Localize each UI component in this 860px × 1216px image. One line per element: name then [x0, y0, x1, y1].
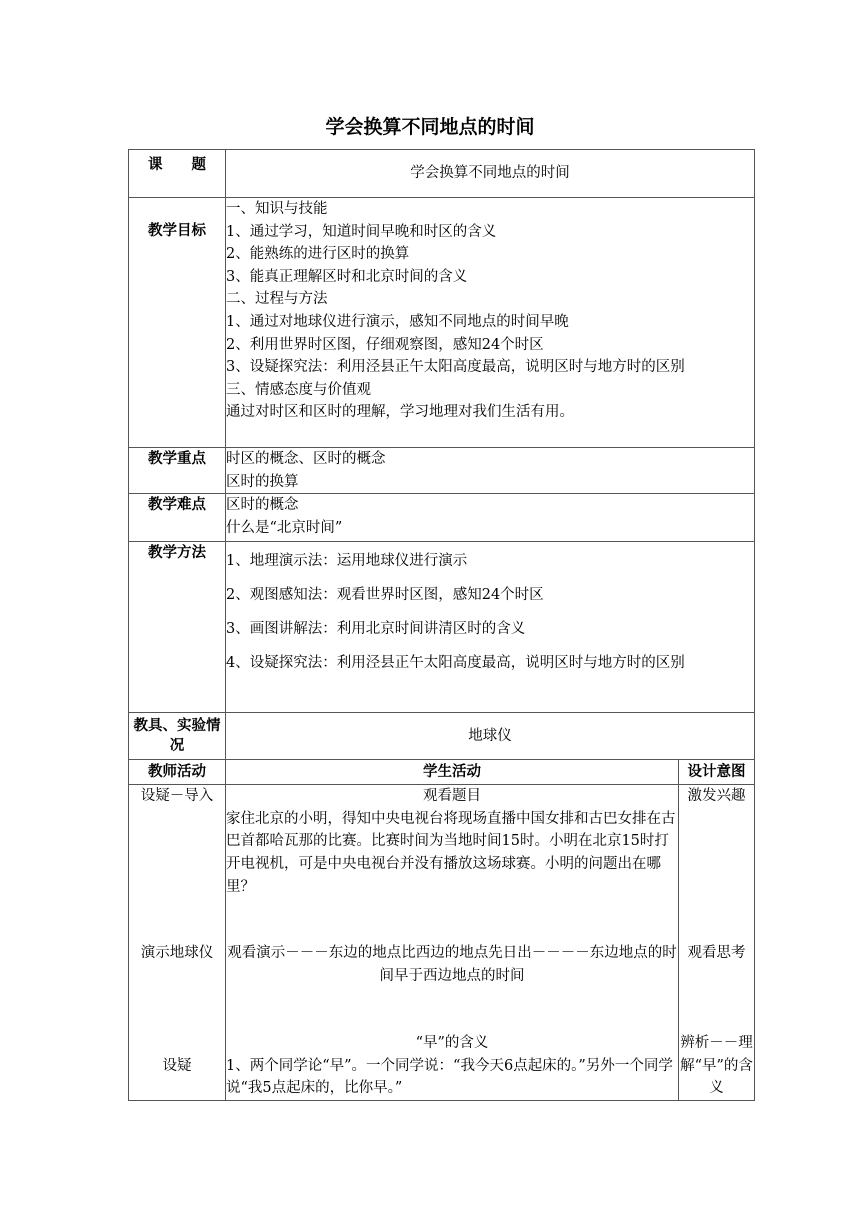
student-step-3-text: 1、两个同学论“早”。一个同学说：“我今天6点起床的。”另外一个同学说“我5点起床的，比你早。” — [226, 1057, 673, 1097]
goal-line: 2、能熟练的进行区时的换算 — [226, 246, 410, 263]
difficulty-line: 什么是“北京时间” — [226, 519, 343, 536]
key-point-line: 时区的概念、区时的概念 — [226, 451, 386, 467]
goal-line: 通过对时区和区时的理解，学习地理对我们生活有用。 — [226, 404, 574, 421]
row-key-points — [129, 448, 755, 494]
teacher-step-2: 演示地球仪 — [140, 945, 214, 962]
student-activities — [226, 785, 679, 1101]
teacher-activities — [129, 785, 226, 1101]
page-title: 学会换算不同地点的时间 — [325, 116, 535, 138]
row-activities — [129, 785, 755, 1101]
row-goals — [129, 198, 755, 448]
teacher-step-3: 设疑 — [162, 1058, 192, 1075]
difficulty-line: 区时的概念 — [226, 497, 299, 514]
key-point-line: 区时的换算 — [226, 473, 299, 490]
intent-1: 激发兴趣 — [687, 788, 746, 805]
teacher-step-1: 设疑－导入 — [140, 788, 214, 805]
student-step-3-title: “早”的含义 — [415, 1035, 489, 1052]
goal-line: 一、知识与技能 — [226, 201, 328, 217]
goal-line: 1、通过学习，知道时间早晚和时区的含义 — [226, 223, 497, 240]
goal-line: 三、情感态度与价值观 — [226, 381, 371, 398]
lesson-plan-table — [128, 149, 755, 1101]
row-topic — [129, 150, 755, 198]
goal-line: 3、能真正理解区时和北京时间的含义 — [226, 268, 468, 285]
intent-3: 辨析－－理解“早”的含义 — [680, 1035, 753, 1097]
method-line: 2、观图感知法：观看世界时区图，感知24个时区 — [226, 587, 544, 604]
value-methods — [226, 542, 755, 713]
value-topic: 学会换算不同地点的时间 — [226, 150, 755, 198]
label-difficulties: 教学难点 — [129, 494, 226, 542]
method-line: 3、画图讲解法：利用北京时间讲清区时的含义 — [226, 621, 526, 638]
label-topic: 课 题 — [129, 150, 226, 198]
row-methods — [129, 542, 755, 713]
label-methods: 教学方法 — [129, 542, 226, 713]
label-tools: 教具、实验情况 — [129, 713, 226, 760]
student-step-1-title: 观看题目 — [423, 788, 481, 805]
value-goals — [226, 198, 755, 448]
header-teacher: 教师活动 — [129, 760, 226, 785]
label-key-points: 教学重点 — [129, 448, 226, 494]
goal-line: 2、利用世界时区图，仔细观察图，感知24个时区 — [226, 336, 544, 353]
intent-2: 观看思考 — [687, 945, 746, 962]
value-tools: 地球仪 — [226, 713, 755, 760]
goal-line: 1、通过对地球仪进行演示，感知不同地点的时间早晚 — [226, 313, 569, 330]
design-intents — [679, 785, 755, 1101]
value-difficulties — [226, 494, 755, 542]
value-key-points — [226, 448, 755, 494]
header-student: 学生活动 — [226, 760, 679, 785]
student-step-2-text: 观看演示－－－东边的地点比西边的地点先日出－－－－东边地点的时间早于西边地点的时间 — [227, 945, 677, 984]
method-line: 4、设疑探究法：利用泾县正午太阳高度最高，说明区时与地方时的区别 — [226, 655, 685, 672]
student-step-1-text: 家住北京的小明，得知中央电视台将现场直播中国女排和古巴女排在古巴首都哈瓦那的比赛。比赛时间为当地时间15时。小明在北京15时打开电视机，可是中央电视台并没有播放这场球赛。小明的问题出在哪里？ — [226, 810, 676, 895]
goal-line: 3、设疑探究法：利用泾县正午太阳高度最高，说明区时与地方时的区别 — [226, 359, 685, 376]
method-line: 1、地理演示法：运用地球仪进行演示 — [226, 553, 468, 570]
label-goals: 教学目标 — [129, 198, 226, 448]
row-activity-headers — [129, 760, 755, 785]
goal-line: 二、过程与方法 — [226, 291, 328, 308]
header-intent: 设计意图 — [679, 760, 755, 785]
row-tools — [129, 713, 755, 760]
row-difficulties — [129, 494, 755, 542]
